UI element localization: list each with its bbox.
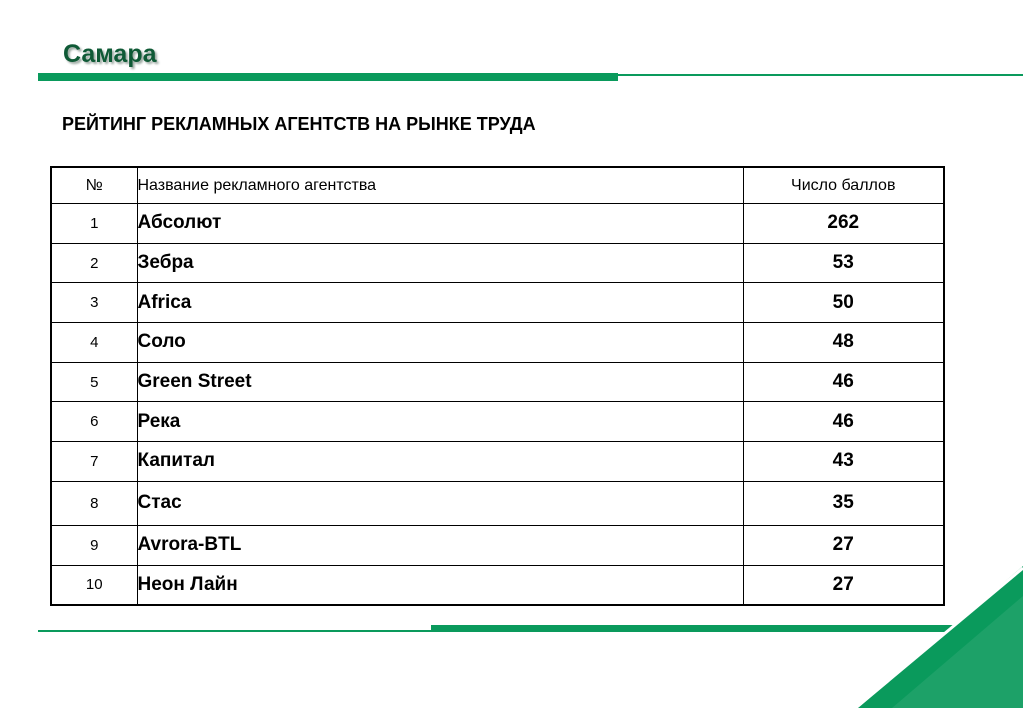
row-number: 5 bbox=[51, 362, 137, 402]
row-number: 9 bbox=[51, 525, 137, 565]
rating-table bbox=[50, 166, 945, 606]
agency-name: Avrora-BTL bbox=[137, 525, 743, 565]
corner-triangle-decoration bbox=[850, 566, 1023, 708]
row-number: 10 bbox=[51, 565, 137, 605]
table-row bbox=[51, 525, 944, 565]
agency-score: 262 bbox=[743, 204, 944, 244]
table-row bbox=[51, 283, 944, 323]
agency-name: Неон Лайн bbox=[137, 565, 743, 605]
column-header-agency: Название рекламного агентства bbox=[137, 167, 743, 204]
row-number: 3 bbox=[51, 283, 137, 323]
table-row bbox=[51, 442, 944, 482]
row-number: 7 bbox=[51, 442, 137, 482]
header-divider-line bbox=[618, 74, 1023, 76]
column-header-number: № bbox=[51, 167, 137, 204]
table-row bbox=[51, 481, 944, 525]
row-number: 8 bbox=[51, 481, 137, 525]
table-header-row bbox=[51, 167, 944, 204]
agency-score: 48 bbox=[743, 323, 944, 363]
footer-divider-line bbox=[38, 630, 431, 632]
agency-score: 46 bbox=[743, 362, 944, 402]
agency-name: Капитал bbox=[137, 442, 743, 482]
table-row bbox=[51, 362, 944, 402]
header-accent-bar bbox=[38, 73, 618, 81]
row-number: 2 bbox=[51, 243, 137, 283]
agency-score: 27 bbox=[743, 525, 944, 565]
agency-name: Абсолют bbox=[137, 204, 743, 244]
row-number: 1 bbox=[51, 204, 137, 244]
agency-name: Africa bbox=[137, 283, 743, 323]
agency-score: 53 bbox=[743, 243, 944, 283]
agency-score: 46 bbox=[743, 402, 944, 442]
agency-name: Green Street bbox=[137, 362, 743, 402]
table-heading: РЕЙТИНГ РЕКЛАМНЫХ АГЕНТСТВ НА РЫНКЕ ТРУДА bbox=[62, 114, 536, 134]
table-row bbox=[51, 402, 944, 442]
agency-score: 27 bbox=[743, 565, 944, 605]
table-row bbox=[51, 323, 944, 363]
agency-name: Зебра bbox=[137, 243, 743, 283]
table-row bbox=[51, 204, 944, 244]
table-row bbox=[51, 565, 944, 605]
row-number: 4 bbox=[51, 323, 137, 363]
agency-score: 43 bbox=[743, 442, 944, 482]
agency-name: Стас bbox=[137, 481, 743, 525]
agency-score: 35 bbox=[743, 481, 944, 525]
row-number: 6 bbox=[51, 402, 137, 442]
agency-name: Соло bbox=[137, 323, 743, 363]
column-header-score: Число баллов bbox=[743, 167, 944, 204]
agency-name: Река bbox=[137, 402, 743, 442]
agency-score: 50 bbox=[743, 283, 944, 323]
page-title: Самара bbox=[63, 40, 157, 68]
table-row bbox=[51, 243, 944, 283]
